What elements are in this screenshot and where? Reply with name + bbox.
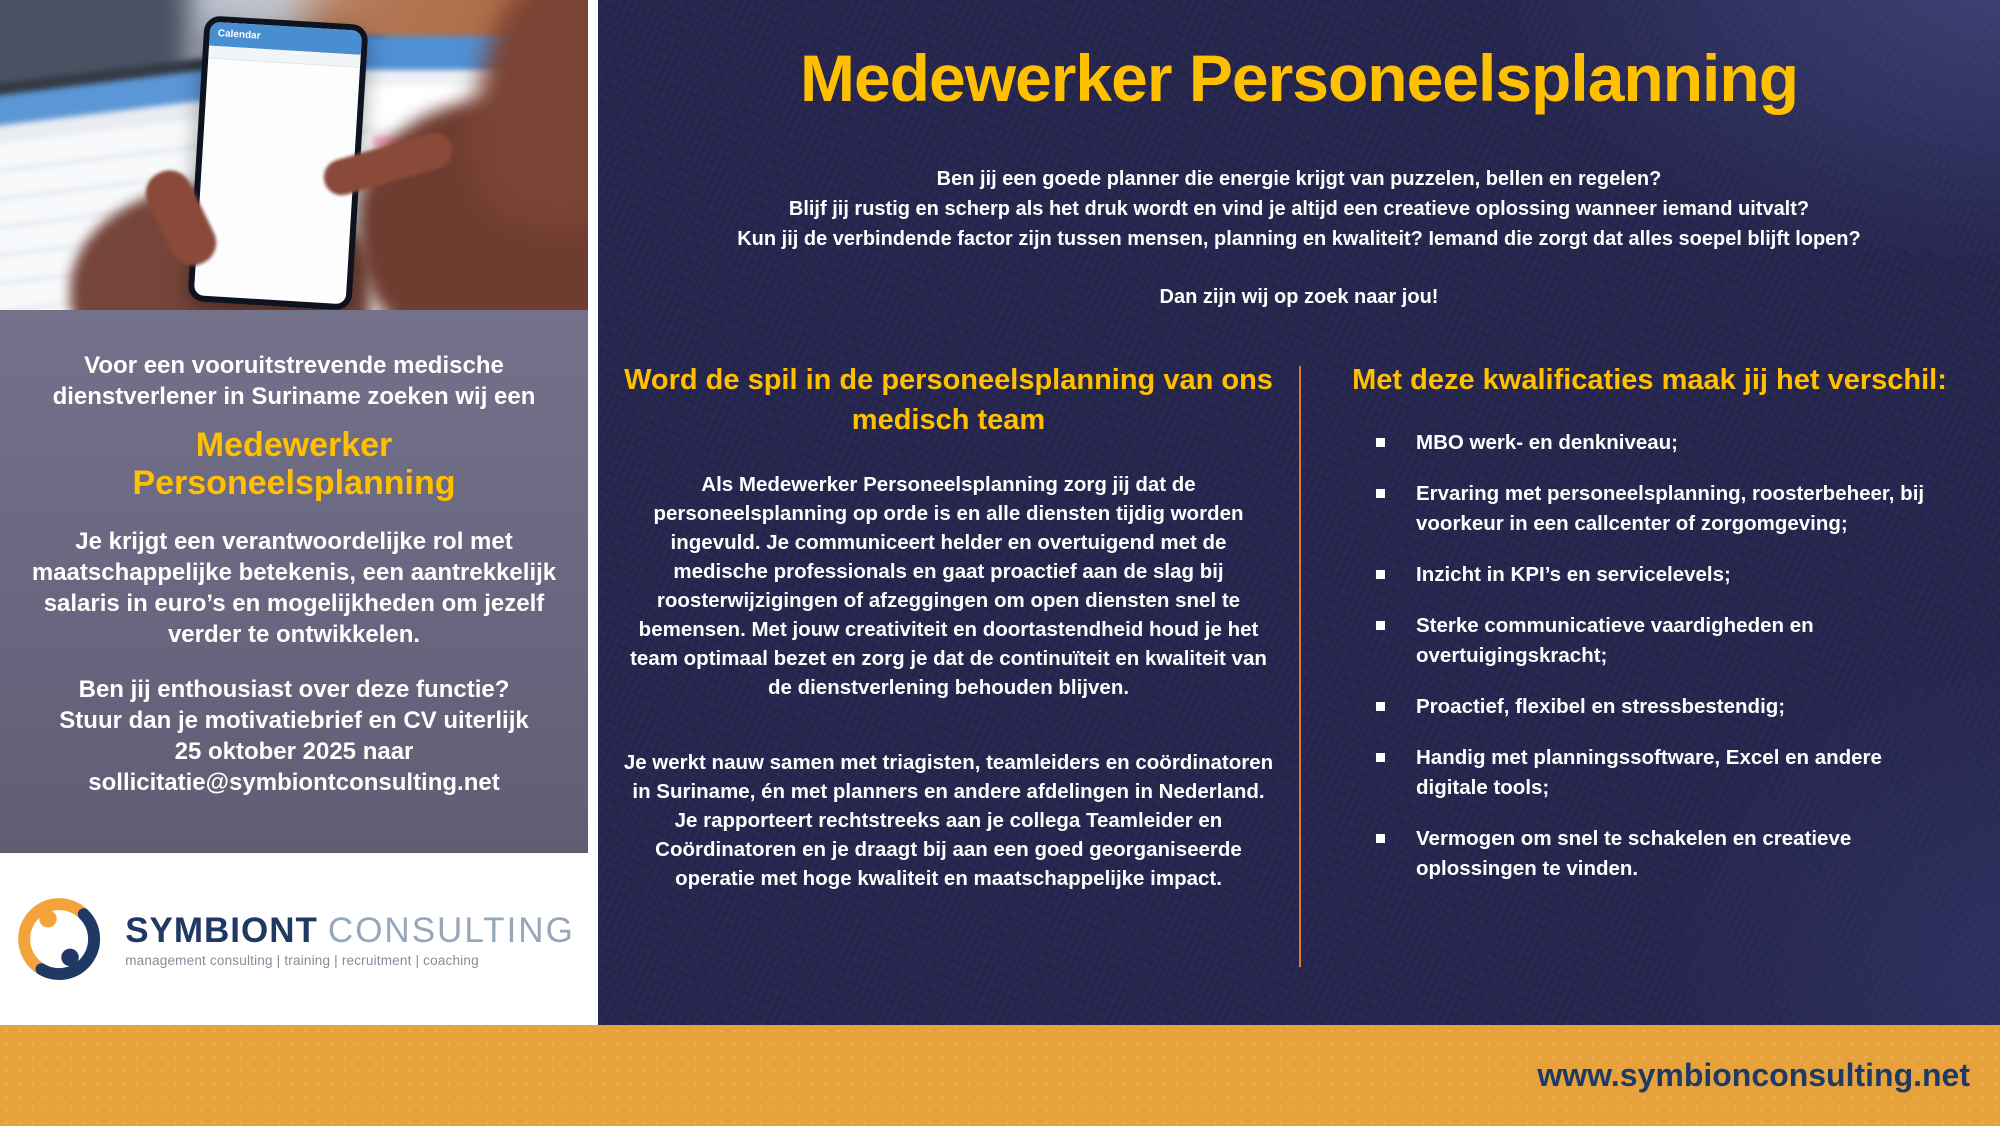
left-column: [0, 0, 588, 1025]
footer-bar: [0, 1025, 2000, 1126]
vacancy-role-title: [16, 426, 572, 502]
vacancy-summary-panel: [0, 310, 588, 853]
symbiont-logo-icon: [13, 893, 105, 985]
column-gutter: [588, 0, 598, 1025]
logo-name-secondary: CONSULTING: [327, 910, 575, 950]
qualifications-column: [1299, 360, 2000, 1025]
qualifications-heading: Met deze kwalificaties maak jij het verschil:: [1352, 364, 1947, 396]
intro-question-2: Blijf jij rustig en scherp als het druk wordt en vind je altijd een creatieve oplossing wanneer iemand uitvalt?: [788, 198, 1810, 220]
apply-deadline: 25 oktober 2025 naar: [174, 738, 414, 765]
paragraph-2a: Je werkt nauw samen met triagisten, teamleiders en coördinatoren in Suriname, én met planners en andere afdelingen in Nederland.: [623, 751, 1274, 803]
qualification-item: Ervaring met personeelsplanning, roosterbeheer, bij voorkeur in een callcenter of zorgomgeving;: [1374, 479, 1934, 539]
role-line-2: Personeelsplanning: [132, 464, 456, 502]
qualification-item: Handig met planningssoftware, Excel en andere digitale tools;: [1374, 743, 1934, 803]
content-area: [598, 0, 2000, 1025]
apply-line-1: Ben jij enthousiast over deze functie?: [78, 676, 510, 703]
role-description-paragraph-2: [621, 748, 1277, 893]
vacancy-apply-text: [16, 674, 572, 798]
qualification-item: Sterke communicatieve vaardigheden en overtuigingskracht;: [1374, 611, 1934, 671]
intro-question-1: Ben jij een goede planner die energie krijgt van puzzelen, bellen en regelen?: [936, 168, 1662, 190]
vertical-divider: [1299, 366, 1301, 967]
logo-text: [125, 911, 575, 968]
role-line-1: Medewerker: [195, 426, 393, 464]
role-description-column: [598, 360, 1299, 1025]
logo-panel: [0, 853, 588, 1025]
logo-tagline: management consulting | training | recruitment | coaching: [125, 952, 479, 968]
two-column-section: [598, 360, 2000, 1025]
apply-email[interactable]: sollicitatie@symbiontconsulting.net: [88, 769, 500, 796]
qualification-item: Inzicht in KPI’s en servicelevels;: [1374, 560, 1934, 590]
qualifications-list: [1374, 428, 1934, 884]
page-title: Medewerker Personeelsplanning: [799, 41, 1799, 115]
apply-line-2: Stuur dan je motivatiebrief en CV uiterlijk: [59, 707, 529, 734]
paragraph-2b: Je rapporteert rechtstreeks aan je collega Teamleider en Coördinatoren en je draagt bij aan een goed georganiseerde operatie met hoge kwaliteit en maatschappelijke impact.: [655, 809, 1242, 890]
qualification-item: MBO werk- en denkniveau;: [1374, 428, 1934, 458]
intro-question-3: Kun jij de verbindende factor zijn tussen mensen, planning en kwaliteit? Iemand die zorgt dat alles soepel blijft lopen?: [737, 228, 1861, 250]
website-url[interactable]: www.symbionconsulting.net: [1537, 1057, 1970, 1093]
role-description-heading: Word de spil in de personeelsplanning van ons medisch team: [624, 364, 1273, 436]
logo-name: SYMBIONT: [125, 910, 318, 950]
qualification-item: Vermogen om snel te schakelen en creatieve oplossingen te vinden.: [1374, 824, 1934, 884]
phone-calendar-header: Calendar: [209, 22, 362, 55]
role-description-paragraph-1: Als Medewerker Personeelsplanning zorg jij dat de personeelsplanning op orde is en alle diensten tijdig worden ingevuld. Je communiceert helder en overtuigend met de medische professionals en gaat proactief aan de slag bij roosterwijzigingen of afzeggingen om open diensten snel te bemensen. Met jouw creativiteit en doortastendheid houd je het team optimaal bezet en zorg je dat de continuïteit en kwaliteit van de dienstverlening behouden blijven.: [630, 473, 1267, 699]
vacancy-benefits-text: Je krijgt een verantwoordelijke rol met maatschappelijke betekenis, een aantrekkelijk salaris in euro’s en mogelijkheden om jezelf verder te ontwikkelen.: [31, 528, 557, 648]
qualification-item: Proactief, flexibel en stressbestendig;: [1374, 692, 1934, 722]
vacancy-intro-text: Voor een vooruitstrevende medische dienstverlener in Suriname zoeken wij een: [52, 352, 536, 410]
cta-line: Dan zijn wij op zoek naar jou!: [1159, 286, 1439, 308]
intro-questions: [679, 164, 1919, 254]
calendar-photo: [0, 0, 588, 310]
